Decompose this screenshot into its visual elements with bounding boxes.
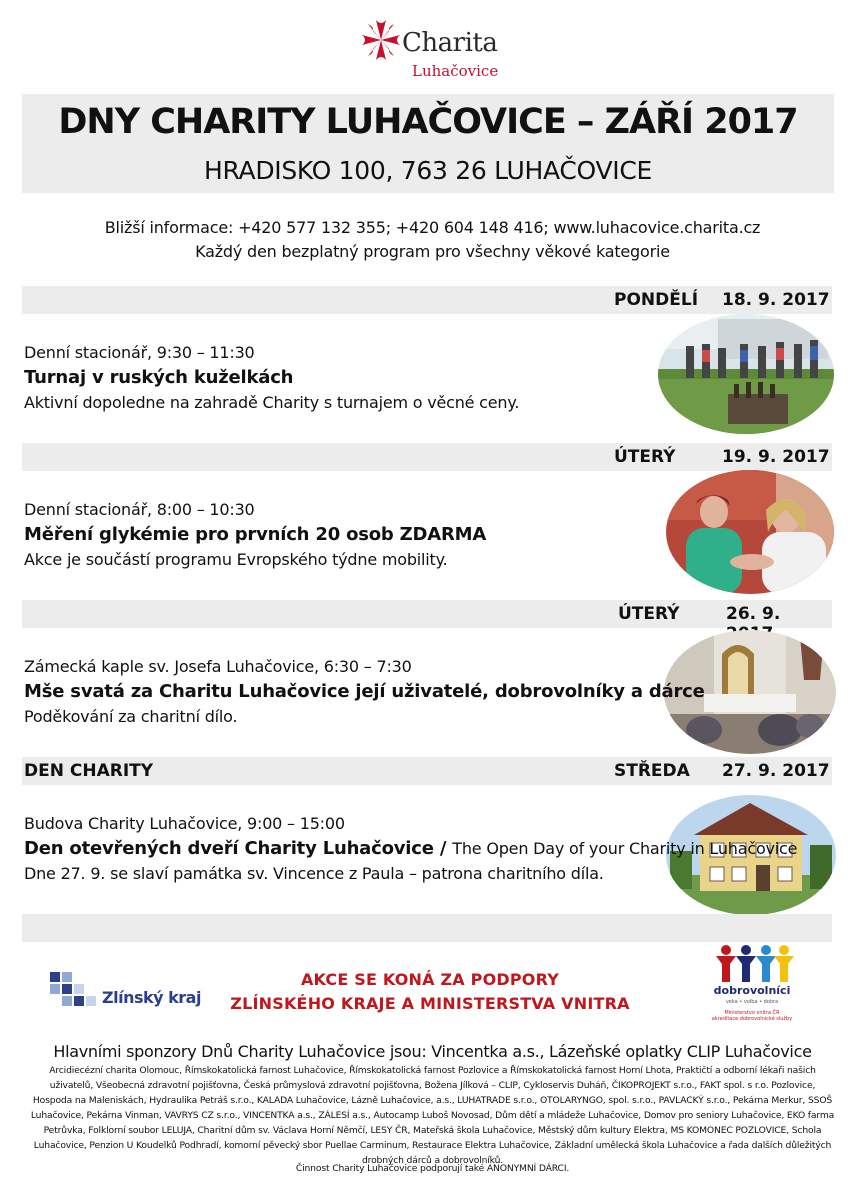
date-label: 26. 9. <box>726 604 781 624</box>
event-place: Denní stacionář, 8:00 – 10:30 <box>24 500 255 519</box>
event-desc: Akce je součástí programu Evropského týdne mobility. <box>24 550 448 569</box>
logo-city: Luhačovice <box>412 62 499 80</box>
event-2 <box>24 499 486 571</box>
ministry-line-2: akreditace dobrovolnické služby <box>711 1016 793 1022</box>
event-desc: Poděkování za charitní dílo. <box>24 707 238 726</box>
anonymous-donors: Činnost Charity Luhačovice podporují také ANONYMNÍ DÁRCI. <box>295 1163 570 1174</box>
event-name: Turnaj v ruských kuželkách <box>24 367 294 388</box>
event-1 <box>24 342 519 414</box>
logo-word: Charita <box>402 28 498 58</box>
event-name-en: The Open Day of your Charity in Luhačovice <box>452 839 798 858</box>
day-label: PONDĚLÍ <box>614 290 699 310</box>
event-name: Mše svatá za Charitu Luhačovice její uživatelé, dobrovolníky a dárce <box>24 681 705 702</box>
event-label: DEN CHARITY <box>24 761 154 781</box>
zlinsky-kraj-logo <box>50 968 200 1014</box>
event-place: Budova Charity Luhačovice, 9:00 – 15:00 <box>24 814 345 833</box>
charita-cross-icon <box>360 18 402 62</box>
day-label: ÚTERÝ <box>618 604 680 624</box>
event-3 <box>24 656 705 728</box>
day-bar-1 <box>22 286 832 314</box>
day-label: STŘEDA <box>614 761 690 781</box>
day-bar-3 <box>22 600 832 628</box>
date-label: 27. 9. 2017 <box>722 761 830 781</box>
day-bar-4 <box>22 757 832 785</box>
address: HRADISKO 100, 763 26 LUHAČOVICE <box>203 156 652 185</box>
sponsors-list: Arcidiecézní charita Olomouc, Římskokatolická farnost Luhačovice, Římskokatolická farnost Pozlovice a Římskokatolická farnost Horní Lhota, Praktičtí a odborní lékaři našich uživatelů, Všeobecná zdravotní pojišťovna, Česká průmyslová zdravotní pojišťovna, Božena Jílková – CLIP, Cykloservis Duháň, ČIKOPROJEKT s.r.o., FAKT spol. s r.o. Pozlovice, Hospoda na Maleniskách, Hydraulika Petráš s.r.o., KALADA Luhačovice, Lázně Luhačovice, a.s., LUHATRADE s.r.o., OTOLARYNGO, spol. s.r.o., PAVLACKÝ s.r.o., Pekárna Merkur, SSOŠ Luhačovice, Pekárna Vinman, VAVRYS CZ s.r.o., VINCENTKA a.s., ZÁLESÍ a.s., Autocamp Luboš Novosad, Dům dětí a mládeže Luhačovice, Domov pro seniory Luhačovice, EKO farma Petrůvka, Folklorní soubor LELUJA, Charitní dům sv. Václava Horní Němčí, LESY ČR, Mateřská škola Luhačovice, Městský dům kultury Elektra, MS KOMONEC POZLOVICE, Schola Luhačovice, Penzion U Koudelků Podhradí, komorní pěvecký sbor Puellae Carminum, Restaurace Elektra Luhačovice, Základní umělecká škola Luhačovice a řada dalších důležitých drobných dárců a dobrovolníků. <box>30 1065 835 1166</box>
dobrovolnici-text: dobrovolníci <box>713 984 791 997</box>
day-label: ÚTERÝ <box>614 447 676 467</box>
zlinsky-kraj-text: Zlínský kraj <box>102 988 201 1007</box>
event-name <box>24 835 797 863</box>
event-name-cz: Den otevřených dveří Charity Luhačovice / <box>24 838 447 859</box>
dobrovolnici-figures-icon <box>714 944 794 984</box>
event-4 <box>24 813 797 885</box>
support-line-1: AKCE SE KONÁ ZA PODPORY <box>300 970 560 989</box>
date-label: 18. 9. 2017 <box>722 290 830 310</box>
contact-info: Bližší informace: +420 577 132 355; +420 604 148 416; www.luhacovice.charita.cz <box>104 218 761 237</box>
support-line-2: ZLÍNSKÉHO KRAJE A MINISTERSTVA VNITRA <box>230 994 630 1013</box>
date-label: 19. 9. 2017 <box>722 447 830 467</box>
closing-bar <box>22 914 832 942</box>
event-name: Měření glykémie pro prvních 20 osob ZDARMA <box>24 524 487 545</box>
title-band <box>22 94 834 193</box>
program-info: Každý den bezplatný program pro všechny věkové kategorie <box>195 242 670 261</box>
photo-kuzelky <box>658 314 834 434</box>
dobrovolnici-logo <box>702 944 802 1034</box>
day-bar-2 <box>22 443 832 471</box>
event-place: Zámecká kaple sv. Josefa Luhačovice, 6:30 – 7:30 <box>24 657 412 676</box>
zlinsky-kraj-icon <box>50 972 100 1012</box>
page-title: DNY CHARITY LUHAČOVICE – ZÁŘÍ 2017 <box>58 102 798 142</box>
dobrovolnici-tagline: veka • volba • dobra <box>725 999 779 1005</box>
main-sponsors: Hlavními sponzory Dnů Charity Luhačovice jsou: Vincentka a.s., Lázeňské oplatky CLIP Luhačovice <box>53 1042 812 1061</box>
event-desc: Aktivní dopoledne na zahradě Charity s turnajem o věcné ceny. <box>24 393 520 412</box>
photo-glykemie <box>666 470 834 594</box>
event-place: Denní stacionář, 9:30 – 11:30 <box>24 343 255 362</box>
event-desc: Dne 27. 9. se slaví památka sv. Vincence z Paula – patrona charitního díla. <box>24 864 604 883</box>
charita-logo <box>360 14 510 84</box>
ministry-line-1: Ministerstvo vnitra ČR <box>724 1010 780 1016</box>
dobrovolnici-ministry <box>702 1010 802 1022</box>
